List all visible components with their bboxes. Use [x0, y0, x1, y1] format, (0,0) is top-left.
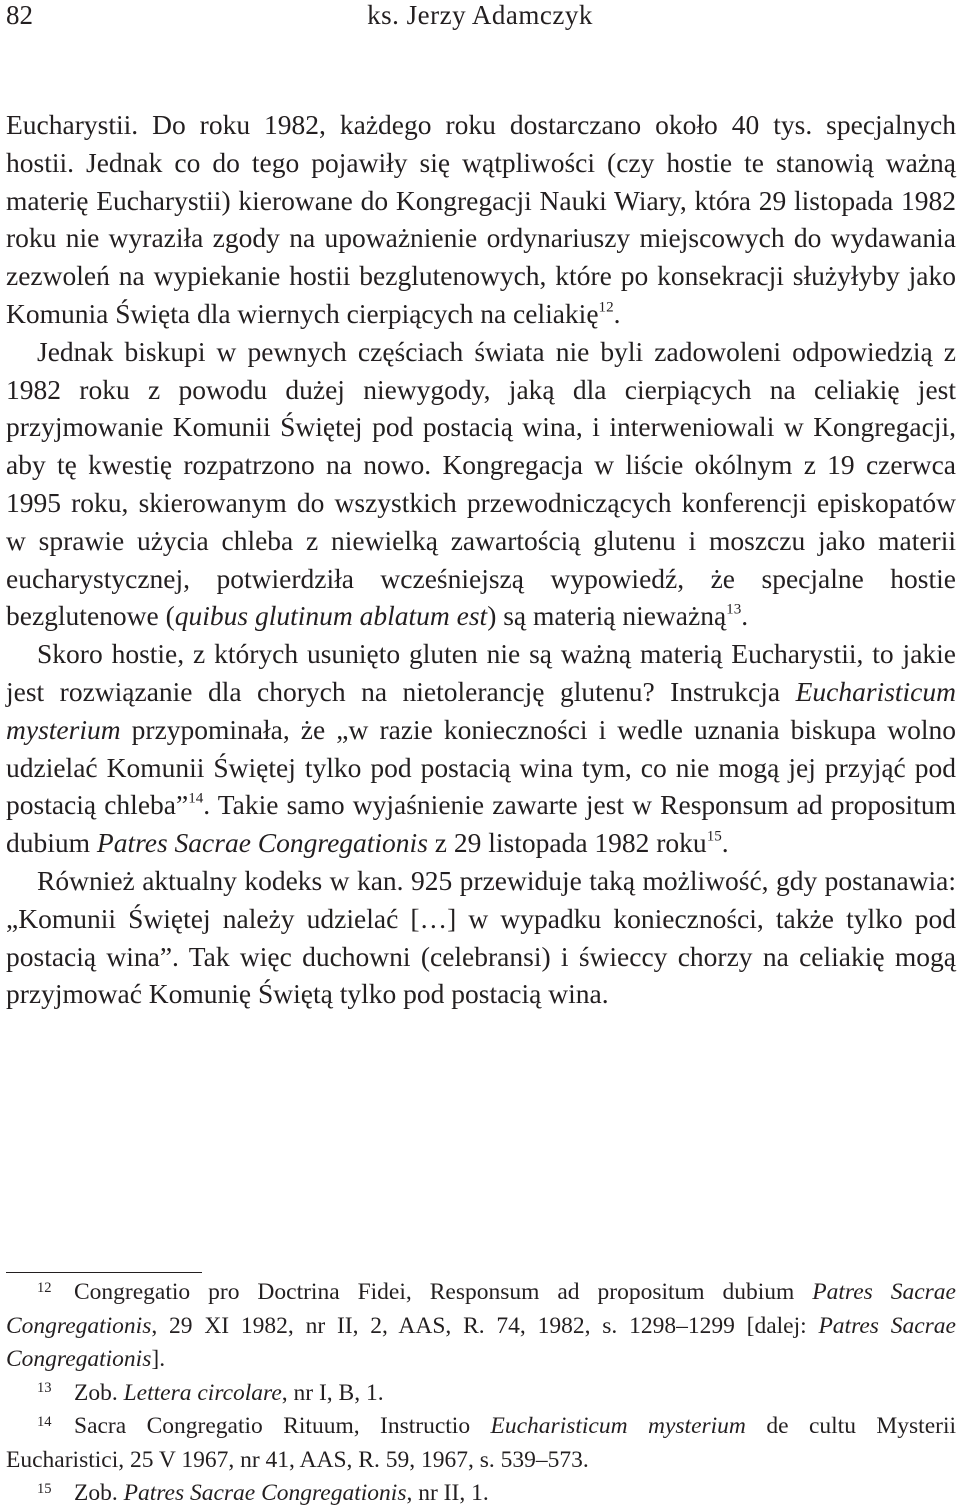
footnote-12: 12 Congregatio pro Doctrina Fidei, Responsum ad propositum dubium Patres Sacrae Congregationis, 29 XI 1982, nr II, 2, AAS, R. 74, 1982, s. 1298–1299 [dalej: Patres Sacrae Congregationis]. — [6, 1279, 956, 1372]
latin-phrase: quibus glutinum ablatum est — [174, 600, 488, 632]
page-header — [0, 0, 960, 40]
running-head: ks. Jerzy Adamczyk — [367, 0, 593, 30]
document-title-italic: Eucharisticum mysterium — [6, 675, 956, 745]
footnote-13: 13 Zob. Lettera circolare, nr I, B, 1. — [37, 1379, 384, 1406]
footnote-14: 14 Sacra Congregatio Rituum, Instructio Eucharisticum mysterium de cultu Mysterii Eucharistici, 25 V 1967, nr 41, AAS, R. 59, 1967, s. 539–573. — [6, 1413, 957, 1473]
footnote-ref-13[interactable]: 13 — [726, 602, 742, 619]
footnote-separator — [6, 1272, 202, 1273]
document-title-italic: Patres Sacrae Congregationis — [96, 827, 428, 859]
footnote-ref-14[interactable]: 14 — [188, 791, 204, 807]
paragraph-3: Skoro hostie, z których usunięto gluten nie są ważną materią Eucharystii, to jakie jest rozwiązanie dla chorych na nietolerancję glutenu? Instrukcja Eucharisticum mysterium przypominała, że „w razie konieczności i wedle uznania biskupa wolno udzielać Komunii Świętej tylko pod postacią wina tym, co nie mogą jej przyjąć pod postacią chleba”$^{14}$. Takie samo wyjaśnienie zawarte jest w Responsum ad propositum dubium Patres Sacrae Congregationis z 29 listopada 1982 roku$^{15}$. — [6, 638, 956, 859]
paragraph-2: Jednak biskupi w pewnych częściach świata nie byli zadowoleni odpowiedzią z 1982 roku z powodu dużej niewygody, jaką dla cierpiących na celiakię jest przyjmowanie Komunii Świętej pod postacią wina, i interweniowali w Kongregacji, aby tę kwestię rozpatrzono na nowo. Kongregacja w liście okólnym z 19 czerwca 1995 roku, skierowanym do wszystkich przewodniczących konferencji episkopatów w sprawie użycia chleba z niewielką zawartością glutenu i moszczu jako materii eucharystycznej, potwierdziła wcześniejszą wypowiedź, że specjalne hostie bezglutenowe (quibus glutinum ablatum est) są materią nieważną$^{13}$. — [6, 335, 956, 632]
footnote-15: 15 Zob. Patres Sacrae Congregationis, nr II, 1. — [37, 1480, 489, 1506]
footnote-ref-12[interactable]: 12 — [598, 299, 614, 316]
footnote-ref-15[interactable]: 15 — [706, 828, 722, 845]
paragraph-4: Również aktualny kodeks w kan. 925 przewiduje taką możliwość, gdy postanawia: „Komunii Świętej należy udzielać […] w wypadku konieczności, także tylko pod postacią wina”. Tak więc duchowni (celebransi) i świeccy chorzy na celiakię mogą przyjmować Komunię Świętą tylko pod postacią wina. — [6, 864, 956, 1010]
page-number: 82 — [6, 0, 33, 30]
footnotes — [6, 1276, 956, 1511]
body-text — [6, 106, 956, 1013]
paragraph-1: Eucharystii. Do roku 1982, każdego roku dostarczano około 40 tys. specjalnych hostii. Jednak co do tego pojawiły się wątpliwości (czy hostie te stanowią ważną materię Eucharystii) kierowane do Kongregacji Nauki Wiary, która 29 listopada 1982 roku nie wyraziła zgody na upoważnienie ordynariuszy miejscowych do wydawania zezwoleń na wypiekanie hostii bezglutenowych, które po konsekracji służyłyby jako Komunia Święta dla wiernych cierpiących na celiakię$^{12}$. — [6, 109, 956, 329]
